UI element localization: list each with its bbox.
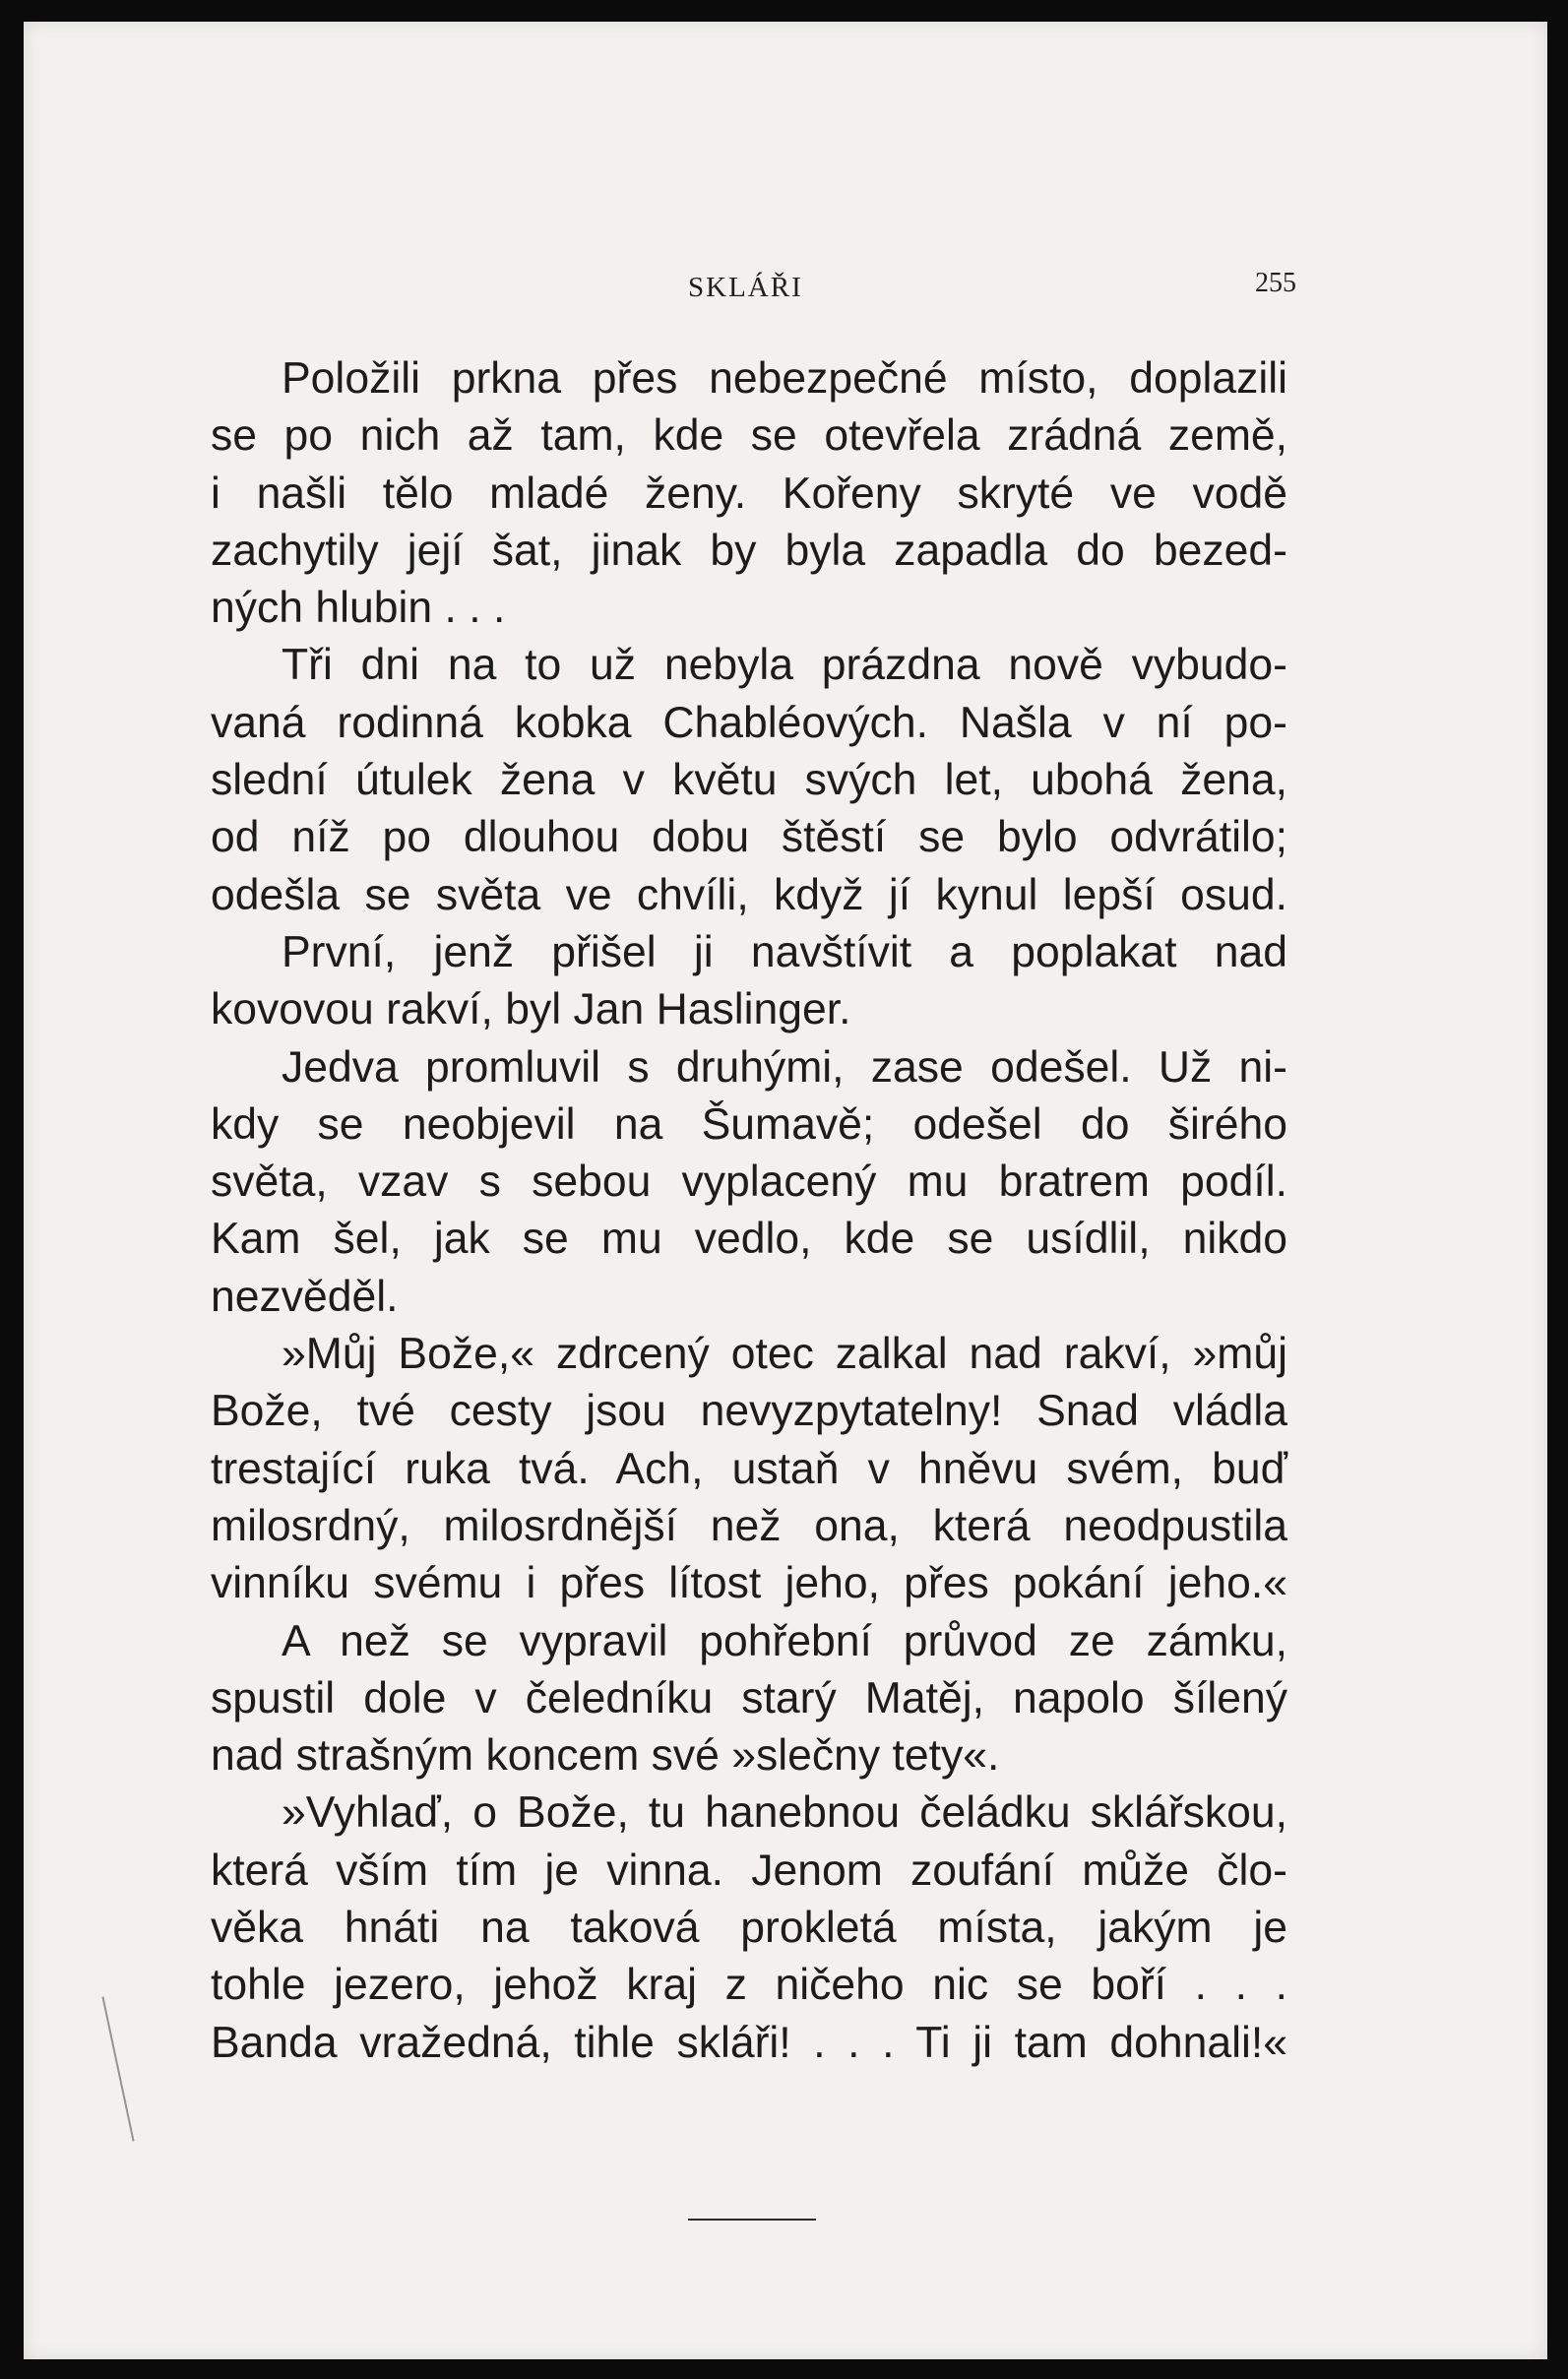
page-header <box>211 266 1296 305</box>
text-line: »Vyhlaď, o Bože, tu hanebnou čeládku sklářskou, <box>282 1788 1287 1838</box>
page-number: 255 <box>1255 268 1296 298</box>
text-line: která vším tím je vinna. Jenom zoufání může člo- <box>211 1846 1287 1895</box>
text-line: Kam šel, jak se mu vedlo, kde se usídlil, nikdo <box>211 1215 1287 1264</box>
text-line: vinníku svému i přes lítost jeho, přes pokání jeho.« <box>211 1559 1287 1608</box>
text-line: kdy se neobjevil na Šumavě; odešel do širého <box>211 1099 1287 1149</box>
text-line: zachytily její šat, jinak by byla zapadla do bezed- <box>211 526 1287 575</box>
text-line: Bože, tvé cesty jsou nevyzpytatelny! Snad vládla <box>211 1387 1287 1436</box>
text-line: i našli tělo mladé ženy. Kořeny skryté ve vodě <box>211 469 1287 518</box>
text-line: od níž po dlouhou dobu štěstí se bylo odvrátilo; <box>211 813 1287 862</box>
text-line: Jedva promluvil s druhými, zase odešel. Už ni- <box>282 1042 1287 1092</box>
text-line: spustil dole v čeledníku starý Matěj, napolo šílený <box>211 1673 1287 1722</box>
scan-scratch-mark <box>101 1996 134 2141</box>
text-line: vaná rodinná kobka Chabléových. Našla v ní po- <box>211 698 1287 747</box>
text-line: Položili prkna přes nebezpečné místo, doplazili <box>282 354 1287 403</box>
text-line: se po nich až tam, kde se otevřela zrádná země, <box>211 411 1287 461</box>
text-line: nad strašným koncem své »slečny tety«. <box>211 1731 1000 1781</box>
text-line: odešla se světa ve chvíli, když jí kynul lepší osud. <box>211 870 1287 919</box>
running-title: SKLÁŘI <box>688 272 803 303</box>
text-line: věka hnáti na taková prokletá místa, jakým je <box>211 1904 1287 1953</box>
text-line: ných hlubin . . . <box>211 584 506 633</box>
text-line: nezvěděl. <box>211 1272 399 1321</box>
text-line: A než se vypravil pohřební průvod ze zámku, <box>282 1616 1287 1665</box>
text-line: světa, vzav s sebou vyplacený mu bratrem podíl. <box>211 1158 1287 1207</box>
text-line: trestající ruka tvá. Ach, ustaň v hněvu svém, buď <box>211 1444 1287 1493</box>
text-line: První, jenž přišel ji navštívit a poplakat nad <box>282 927 1287 976</box>
text-line: tohle jezero, jehož kraj z ničeho nic se boří . . . <box>211 1961 1287 2010</box>
book-page <box>24 22 1547 2359</box>
text-line: Banda vražedná, tihle skláři! . . . Ti ji tam dohnali!« <box>211 2018 1287 2067</box>
chapter-end-rule <box>688 2219 816 2221</box>
text-line: »Můj Bože,« zdrcený otec zalkal nad rakví, »můj <box>282 1330 1287 1379</box>
text-line: kovovou rakví, byl Jan Haslinger. <box>211 985 851 1034</box>
text-line: Tři dni na to už nebyla prázdna nově vybudo- <box>282 641 1287 690</box>
text-line: slední útulek žena v květu svých let, ubohá žena, <box>211 756 1287 805</box>
text-line: milosrdný, milosrdnější než ona, která neodpustila <box>211 1501 1287 1550</box>
body-text <box>211 350 1287 2072</box>
